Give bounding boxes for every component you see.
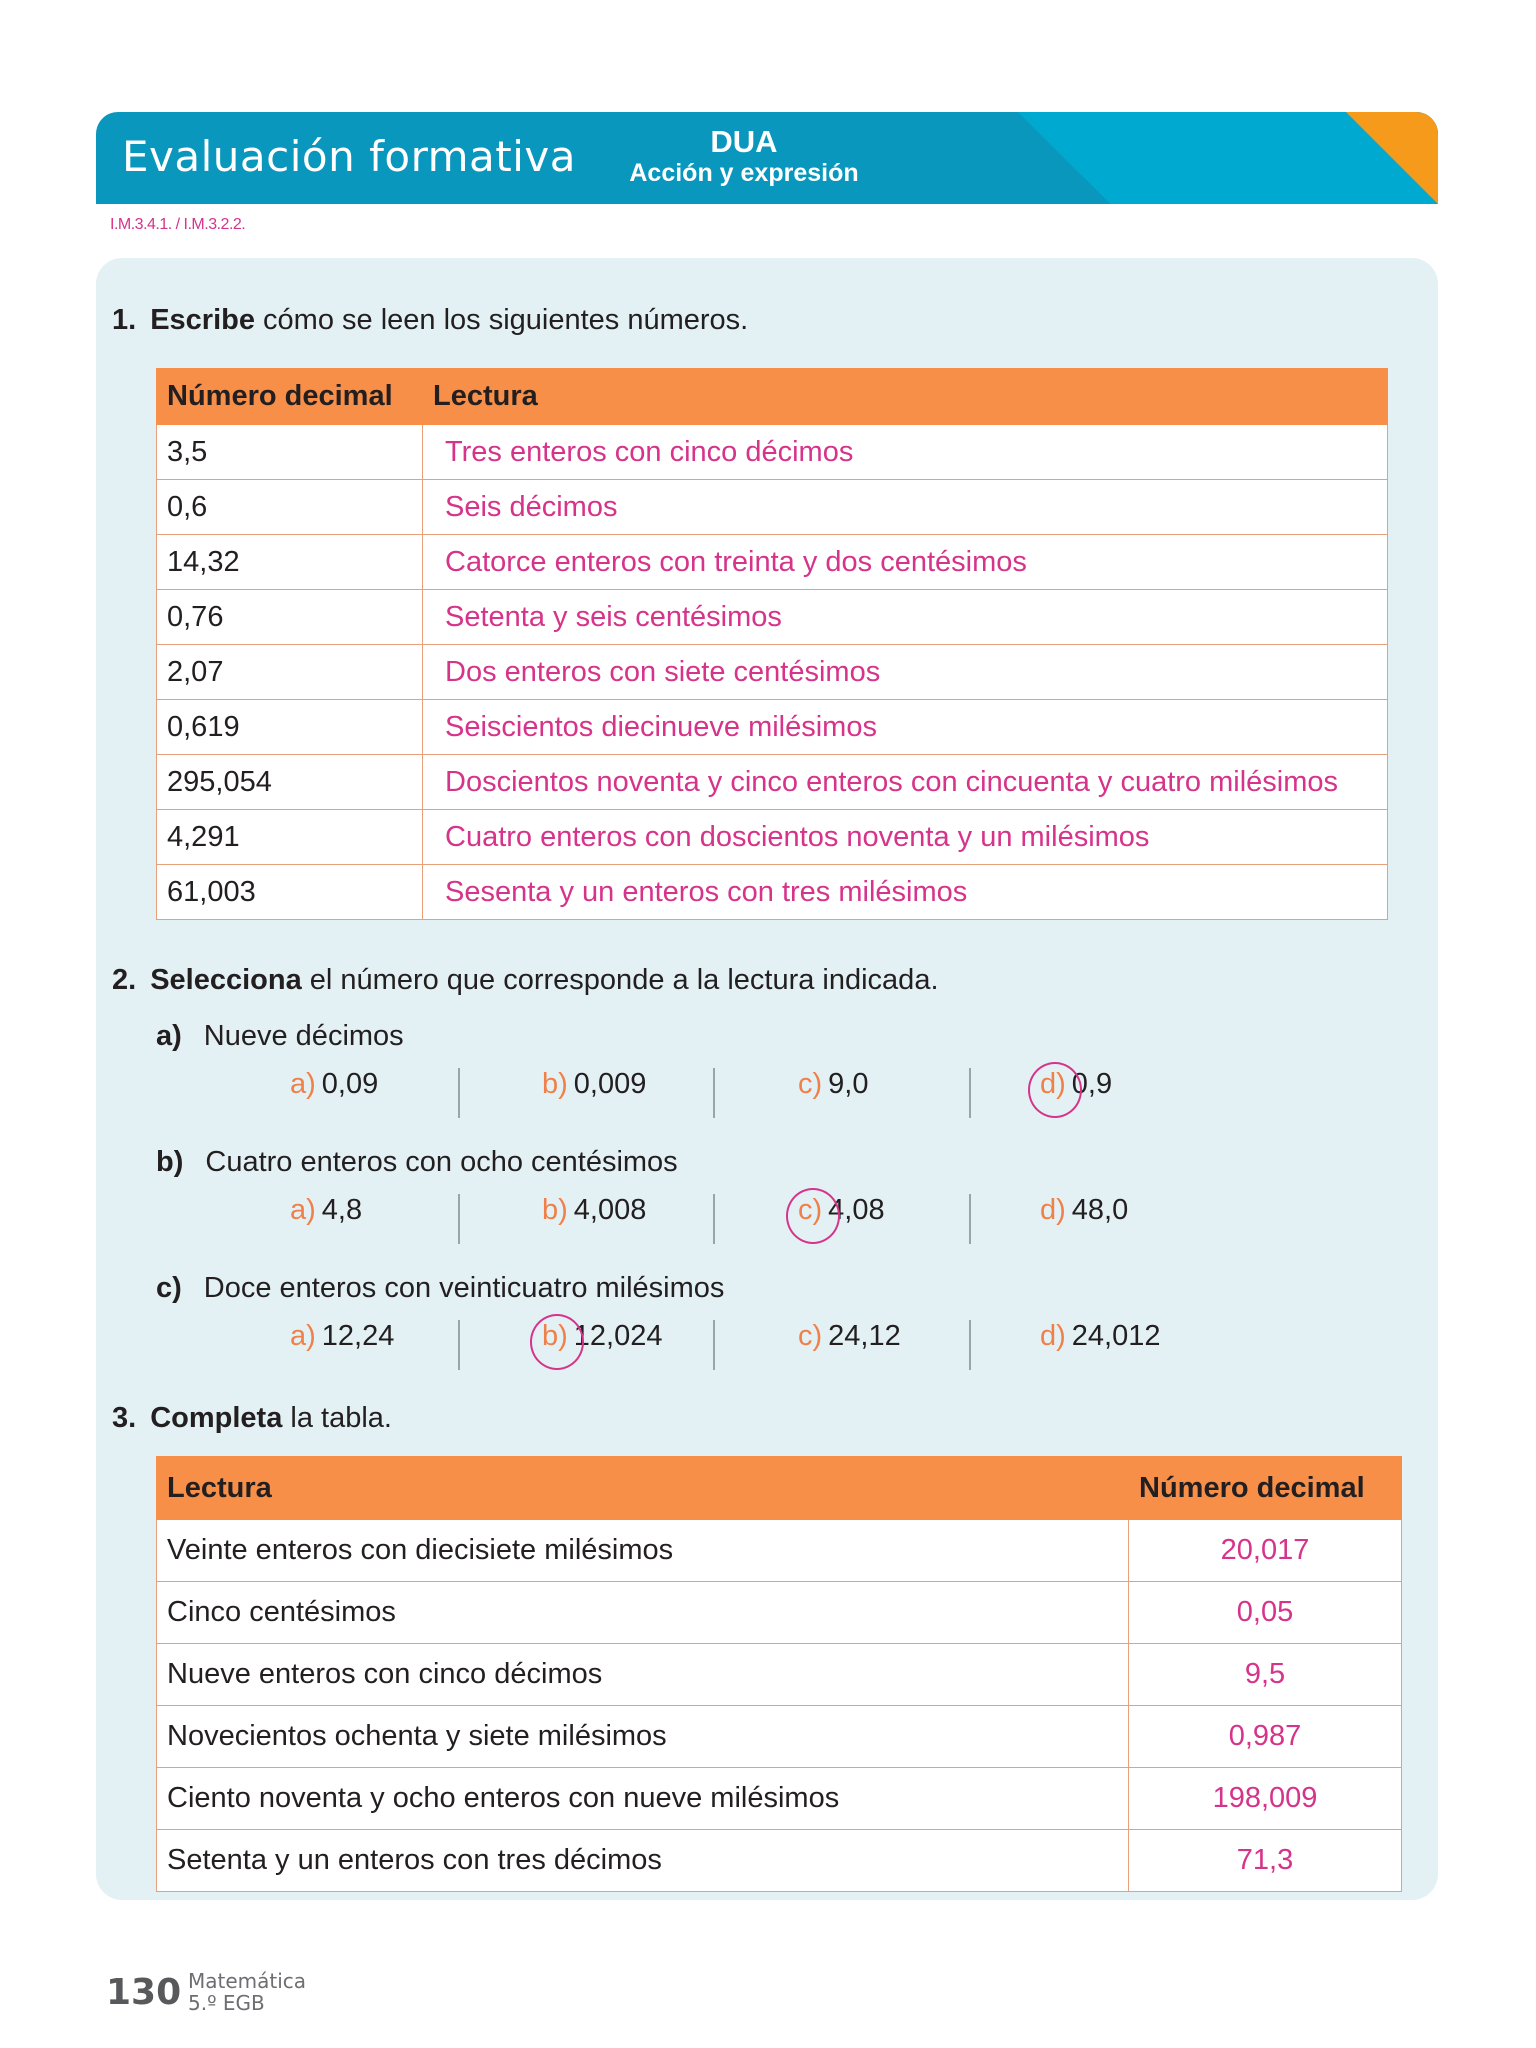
decimal-number-cell: 0,76 (157, 590, 423, 645)
answer-options (260, 1320, 1220, 1376)
question-text: cómo se leen los siguientes números. (254, 304, 749, 336)
subject-name: Matemática (188, 1969, 307, 1993)
answer-option[interactable] (542, 1068, 646, 1101)
grade-level: 5.º EGB (188, 1991, 265, 2015)
answer-option[interactable] (1040, 1194, 1128, 1227)
answer-option[interactable] (798, 1194, 885, 1227)
reading-cell: Cinco centésimos (157, 1582, 1129, 1644)
option-divider (458, 1320, 460, 1370)
table-row (157, 535, 1388, 590)
question-verb: Selecciona (150, 964, 302, 996)
decimal-number-cell: 2,07 (157, 645, 423, 700)
option-letter[interactable]: c) (798, 1320, 823, 1352)
question-number: 1. (112, 304, 137, 336)
column-header: Lectura (157, 1457, 1129, 1520)
answer-options (260, 1068, 1220, 1124)
table-row (157, 1768, 1402, 1830)
question-2-heading (112, 964, 939, 997)
decimal-answer-cell[interactable]: 71,3 (1129, 1830, 1402, 1892)
sub-question (156, 1020, 404, 1053)
sub-question (156, 1272, 724, 1305)
table-row (157, 645, 1388, 700)
answer-option[interactable] (798, 1068, 869, 1101)
decimal-answer-cell[interactable]: 9,5 (1129, 1644, 1402, 1706)
table-row (157, 700, 1388, 755)
column-header: Lectura (423, 369, 1388, 425)
table-row (157, 1520, 1402, 1582)
reading-answer-cell[interactable]: Seiscientos diecinueve milésimos (423, 700, 1388, 755)
question-number: 3. (112, 1402, 137, 1434)
answer-option[interactable] (1040, 1068, 1112, 1101)
option-letter[interactable]: a) (290, 1068, 316, 1100)
reading-answer-cell[interactable]: Doscientos noventa y cinco enteros con cincuenta y cuatro milésimos (423, 755, 1388, 810)
reading-cell: Nueve enteros con cinco décimos (157, 1644, 1129, 1706)
table-row (157, 865, 1388, 920)
question-1-heading (112, 304, 748, 337)
page-number: 130 (106, 1972, 182, 2013)
table-row (157, 1830, 1402, 1892)
section-header (96, 112, 1438, 204)
answer-option[interactable] (290, 1194, 362, 1227)
table-header-row (157, 1457, 1402, 1520)
option-value: 4,8 (321, 1194, 363, 1226)
decimal-number-cell: 3,5 (157, 425, 423, 480)
decimal-number-cell: 0,6 (157, 480, 423, 535)
option-letter[interactable]: b) (542, 1194, 568, 1226)
option-divider (458, 1068, 460, 1118)
decimal-number-cell: 61,003 (157, 865, 423, 920)
decimal-answer-cell[interactable]: 0,987 (1129, 1706, 1402, 1768)
dua-badge-subtitle: Acción y expresión (629, 159, 859, 187)
decimal-number-cell: 0,619 (157, 700, 423, 755)
sub-question-label: c) (156, 1272, 182, 1304)
option-letter[interactable]: d) (1040, 1194, 1066, 1226)
option-value: 9,0 (828, 1068, 869, 1100)
reading-answer-cell[interactable]: Cuatro enteros con doscientos noventa y un milésimos (423, 810, 1388, 865)
answer-option[interactable] (290, 1320, 394, 1353)
answer-option[interactable] (798, 1320, 901, 1353)
option-value: 0,09 (321, 1068, 379, 1100)
selected-option-letter[interactable]: b) (542, 1320, 568, 1352)
option-divider (713, 1194, 715, 1244)
curriculum-indicator: I.M.3.4.1. / I.M.3.2.2. (110, 216, 246, 233)
decimal-number-cell: 14,32 (157, 535, 423, 590)
answer-option[interactable] (1040, 1320, 1161, 1353)
reading-answer-cell[interactable]: Seis décimos (423, 480, 1388, 535)
completion-table (156, 1456, 1402, 1892)
option-letter[interactable]: d) (1040, 1320, 1066, 1352)
reading-answer-cell[interactable]: Dos enteros con siete centésimos (423, 645, 1388, 700)
reading-cell: Setenta y un enteros con tres décimos (157, 1830, 1129, 1892)
sub-question-label: b) (156, 1146, 184, 1178)
reading-cell: Novecientos ochenta y siete milésimos (157, 1706, 1129, 1768)
dua-badge (128, 126, 1360, 188)
option-value: 4,08 (828, 1194, 885, 1226)
decimal-answer-cell[interactable]: 198,009 (1129, 1768, 1402, 1830)
option-divider (969, 1068, 971, 1118)
table-row (157, 1644, 1402, 1706)
question-verb: Completa (150, 1402, 283, 1434)
table-row (157, 1582, 1402, 1644)
option-divider (713, 1068, 715, 1118)
column-header: Número decimal (157, 369, 423, 425)
dua-badge-title: DUA (710, 124, 778, 159)
option-letter[interactable]: b) (542, 1068, 568, 1100)
reading-table (156, 368, 1388, 920)
option-divider (713, 1320, 715, 1370)
option-letter[interactable]: a) (290, 1320, 316, 1352)
option-value: 0,009 (573, 1068, 647, 1100)
reading-answer-cell[interactable]: Tres enteros con cinco décimos (423, 425, 1388, 480)
selected-option-letter[interactable]: c) (798, 1194, 823, 1226)
reading-cell: Veinte enteros con diecisiete milésimos (157, 1520, 1129, 1582)
option-divider (969, 1194, 971, 1244)
option-letter[interactable]: a) (290, 1194, 316, 1226)
option-value: 24,12 (828, 1320, 901, 1352)
reading-answer-cell[interactable]: Setenta y seis centésimos (423, 590, 1388, 645)
selected-option-letter[interactable]: d) (1040, 1068, 1066, 1100)
question-text: el número que corresponde a la lectura indicada. (301, 964, 939, 996)
sub-question-prompt: Doce enteros con veinticuatro milésimos (203, 1272, 725, 1304)
sub-question (156, 1146, 678, 1179)
table-row (157, 480, 1388, 535)
answer-options (260, 1194, 1220, 1250)
sub-question-label: a) (156, 1020, 182, 1052)
sub-question-prompt: Nueve décimos (203, 1020, 404, 1052)
table-row (157, 590, 1388, 645)
option-value: 24,012 (1071, 1320, 1161, 1352)
option-letter[interactable]: c) (798, 1068, 823, 1100)
question-text: la tabla. (282, 1402, 392, 1434)
option-value: 4,008 (573, 1194, 647, 1226)
table-row (157, 755, 1388, 810)
reading-answer-cell[interactable]: Catorce enteros con treinta y dos centésimos (423, 535, 1388, 590)
table-header-row (157, 369, 1388, 425)
answer-option[interactable] (542, 1194, 646, 1227)
option-value: 48,0 (1071, 1194, 1129, 1226)
sub-question-prompt: Cuatro enteros con ocho centésimos (205, 1146, 678, 1178)
option-value: 0,9 (1071, 1068, 1113, 1100)
option-divider (969, 1320, 971, 1370)
table-row (157, 810, 1388, 865)
table-row (157, 1706, 1402, 1768)
question-3-heading (112, 1402, 392, 1435)
option-divider (458, 1194, 460, 1244)
decimal-answer-cell[interactable]: 0,05 (1129, 1582, 1402, 1644)
decimal-answer-cell[interactable]: 20,017 (1129, 1520, 1402, 1582)
table-row (157, 425, 1388, 480)
option-value: 12,024 (573, 1320, 663, 1352)
decimal-number-cell: 4,291 (157, 810, 423, 865)
question-number: 2. (112, 964, 137, 996)
reading-cell: Ciento noventa y ocho enteros con nueve milésimos (157, 1768, 1129, 1830)
reading-answer-cell[interactable]: Sesenta y un enteros con tres milésimos (423, 865, 1388, 920)
answer-option[interactable] (542, 1320, 663, 1353)
answer-option[interactable] (290, 1068, 378, 1101)
footer-subject (188, 1970, 306, 2014)
page-title: Evaluación formativa (122, 132, 576, 181)
question-verb: Escribe (150, 304, 255, 336)
column-header: Número decimal (1129, 1457, 1402, 1520)
decimal-number-cell: 295,054 (157, 755, 423, 810)
option-value: 12,24 (321, 1320, 395, 1352)
